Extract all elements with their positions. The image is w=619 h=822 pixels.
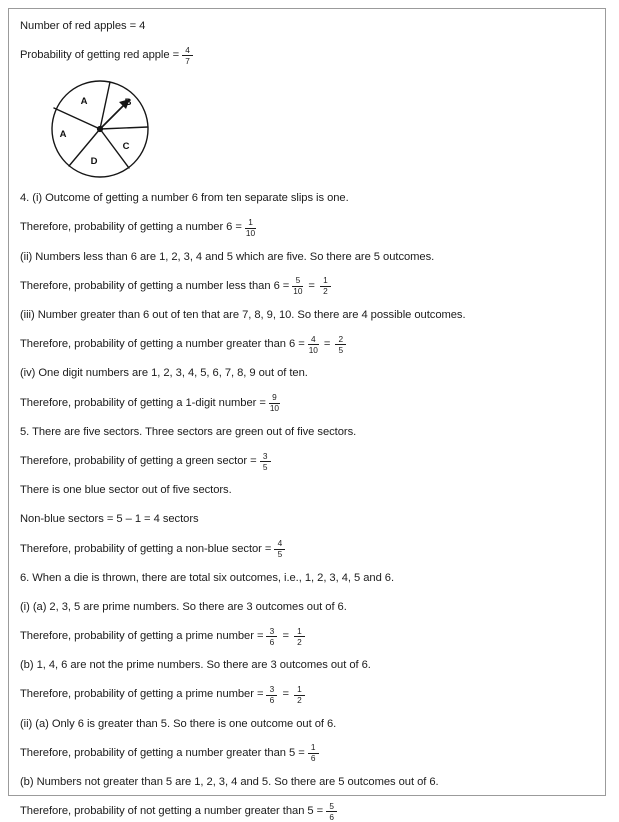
text-line-q5-nonblue-answer bbox=[20, 538, 605, 560]
line-text: (b) 1, 4, 6 are not the prime numbers. So there are 3 outcomes out of 6. bbox=[20, 659, 371, 672]
fraction-denominator: 5 bbox=[277, 549, 283, 560]
text-line-q6-intro bbox=[20, 570, 605, 587]
document-page bbox=[8, 8, 606, 822]
fraction-numerator: 1 bbox=[297, 625, 302, 636]
fraction-denominator: 2 bbox=[323, 286, 328, 297]
text-line-q5-green-answer bbox=[20, 450, 605, 472]
line-text: Therefore, probability of getting a non-blue sector = bbox=[20, 542, 272, 555]
fraction-numerator: 1 bbox=[310, 742, 316, 753]
text-line-q5-intro bbox=[20, 424, 605, 441]
fraction-numerator: 9 bbox=[272, 392, 277, 403]
text-line-q5-blue-sector bbox=[20, 482, 605, 499]
fraction-numerator: 1 bbox=[323, 275, 328, 286]
fraction-numerator: 2 bbox=[338, 333, 344, 344]
fraction-9-10 bbox=[269, 393, 280, 413]
line-text: Therefore, probability of getting a prime number = bbox=[20, 688, 264, 701]
fraction-3-6 bbox=[266, 627, 277, 647]
text-line-q6-iib-answer bbox=[20, 800, 605, 822]
fraction-denominator: 6 bbox=[269, 695, 275, 706]
text-line-q4-iv bbox=[20, 366, 605, 383]
text-line-q6-ib-answer bbox=[20, 684, 605, 706]
line-text: Therefore, probability of getting a green sector = bbox=[20, 454, 257, 467]
text-line-q6-ib bbox=[20, 657, 605, 674]
equals-sign: = bbox=[323, 338, 331, 351]
fraction-denominator: 10 bbox=[245, 228, 256, 239]
line-text: (iii) Number greater than 6 out of ten that are 7, 8, 9, 10. So there are 4 possible outcomes. bbox=[20, 309, 466, 322]
text-line-q4-ii bbox=[20, 249, 605, 266]
fraction-numerator: 5 bbox=[295, 275, 301, 286]
fraction-denominator: 6 bbox=[329, 811, 334, 822]
text-line-q4-iv-answer bbox=[20, 392, 605, 414]
line-text: (ii) Numbers less than 6 are 1, 2, 3, 4 and 5 which are five. So there are 5 outcomes. bbox=[20, 250, 435, 263]
spinner-label-a-top: A bbox=[80, 96, 88, 108]
divider-a-b bbox=[100, 82, 110, 129]
fraction-1-10 bbox=[245, 218, 256, 238]
line-text: There is one blue sector out of five sectors. bbox=[20, 484, 232, 497]
fraction-5-6 bbox=[326, 802, 337, 822]
fraction-numerator: 3 bbox=[269, 625, 275, 636]
line-text: (iv) One digit numbers are 1, 2, 3, 4, 5, 6, 7, 8, 9 out of ten. bbox=[20, 367, 308, 380]
fraction-1-2 bbox=[320, 276, 331, 296]
line-text: Probability of getting red apple = bbox=[20, 49, 180, 62]
line-text: Therefore, probability of getting a number 6 = bbox=[20, 221, 242, 234]
fraction-numerator: 4 bbox=[277, 538, 283, 549]
divider-b-c bbox=[100, 127, 148, 129]
line-text: (i) (a) 2, 3, 5 are prime numbers. So there are 3 outcomes out of 6. bbox=[20, 600, 347, 613]
text-line-q4-i-answer bbox=[20, 217, 605, 239]
line-text: Therefore, probability of getting a number greater than 6 = bbox=[20, 338, 305, 351]
line-text: 5. There are five sectors. Three sectors are green out of five sectors. bbox=[20, 425, 357, 438]
fraction-denominator: 7 bbox=[185, 55, 190, 66]
fraction-numerator: 3 bbox=[262, 450, 268, 461]
text-line-q4-iii-answer bbox=[20, 333, 605, 355]
line-text: (ii) (a) Only 6 is greater than 5. So there is one outcome out of 6. bbox=[20, 717, 337, 730]
fraction-3-6 bbox=[266, 685, 277, 705]
text-line-red-apples-count bbox=[20, 18, 605, 35]
document-content bbox=[9, 9, 605, 820]
fraction-numerator: 1 bbox=[248, 217, 253, 228]
fraction-numerator: 3 bbox=[269, 684, 275, 695]
text-line-q4-i bbox=[20, 190, 605, 207]
fraction-1-6 bbox=[308, 743, 319, 763]
line-text: 6. When a die is thrown, there are total six outcomes, i.e., 1, 2, 3, 4, 5 and 6. bbox=[20, 571, 395, 584]
line-text: Therefore, probability of getting a prime number = bbox=[20, 630, 264, 643]
text-line-q4-ii-answer bbox=[20, 275, 605, 297]
fraction-4-10 bbox=[308, 335, 319, 355]
line-text: Number of red apples = 4 bbox=[20, 19, 146, 32]
fraction-numerator: 1 bbox=[297, 684, 302, 695]
text-line-q6-iia-answer bbox=[20, 742, 605, 764]
spinner-diagram-container bbox=[20, 76, 605, 186]
fraction-4-7 bbox=[182, 46, 193, 66]
text-line-q6-ia-answer bbox=[20, 625, 605, 647]
equals-sign: = bbox=[282, 630, 289, 643]
line-text: Therefore, probability of getting a number greater than 5 = bbox=[20, 746, 305, 759]
text-line-q6-iia bbox=[20, 716, 605, 733]
line-text: Therefore, probability of not getting a number greater than 5 = bbox=[20, 805, 324, 818]
text-line-q6-iib bbox=[20, 774, 605, 791]
fraction-denominator: 10 bbox=[308, 344, 318, 355]
fraction-denominator: 6 bbox=[269, 636, 275, 647]
fraction-numerator: 4 bbox=[310, 333, 316, 344]
fraction-numerator: 5 bbox=[329, 800, 334, 811]
text-line-q6-ia bbox=[20, 599, 605, 616]
fraction-denominator: 2 bbox=[297, 695, 302, 706]
spinner-label-c: C bbox=[122, 141, 130, 153]
fraction-4-5 bbox=[274, 539, 285, 559]
text-line-q5-nonblue-count bbox=[20, 511, 605, 528]
fraction-denominator: 2 bbox=[297, 636, 302, 647]
line-text: Non-blue sectors = 5 – 1 = 4 sectors bbox=[20, 513, 199, 526]
fraction-5-10 bbox=[292, 276, 303, 296]
equals-sign: = bbox=[282, 688, 289, 701]
spinner-label-a-left: A bbox=[59, 129, 67, 141]
spinner-wheel-diagram bbox=[40, 72, 160, 184]
line-text: Therefore, probability of getting a number less than 6 = bbox=[20, 279, 290, 292]
fraction-denominator: 6 bbox=[310, 753, 316, 764]
fraction-1-2 bbox=[294, 627, 305, 647]
fraction-1-2 bbox=[294, 685, 305, 705]
line-text: Therefore, probability of getting a 1-digit number = bbox=[20, 396, 266, 409]
divider-a-a bbox=[54, 108, 100, 129]
fraction-denominator: 10 bbox=[293, 286, 303, 297]
equals-sign: = bbox=[308, 279, 315, 292]
fraction-numerator: 4 bbox=[185, 44, 190, 55]
line-text: 4. (i) Outcome of getting a number 6 from ten separate slips is one. bbox=[20, 192, 349, 205]
spinner-label-b: B bbox=[124, 97, 132, 109]
fraction-3-5 bbox=[260, 452, 271, 472]
line-text: (b) Numbers not greater than 5 are 1, 2, 3, 4 and 5. So there are 5 outcomes out of 6. bbox=[20, 776, 439, 789]
fraction-denominator: 10 bbox=[269, 403, 279, 414]
text-line-red-apple-probability bbox=[20, 44, 605, 66]
text-line-q4-iii bbox=[20, 307, 605, 324]
fraction-2-5 bbox=[335, 335, 346, 355]
fraction-denominator: 5 bbox=[338, 344, 344, 355]
fraction-denominator: 5 bbox=[262, 461, 268, 472]
spinner-label-d: D bbox=[90, 156, 98, 168]
